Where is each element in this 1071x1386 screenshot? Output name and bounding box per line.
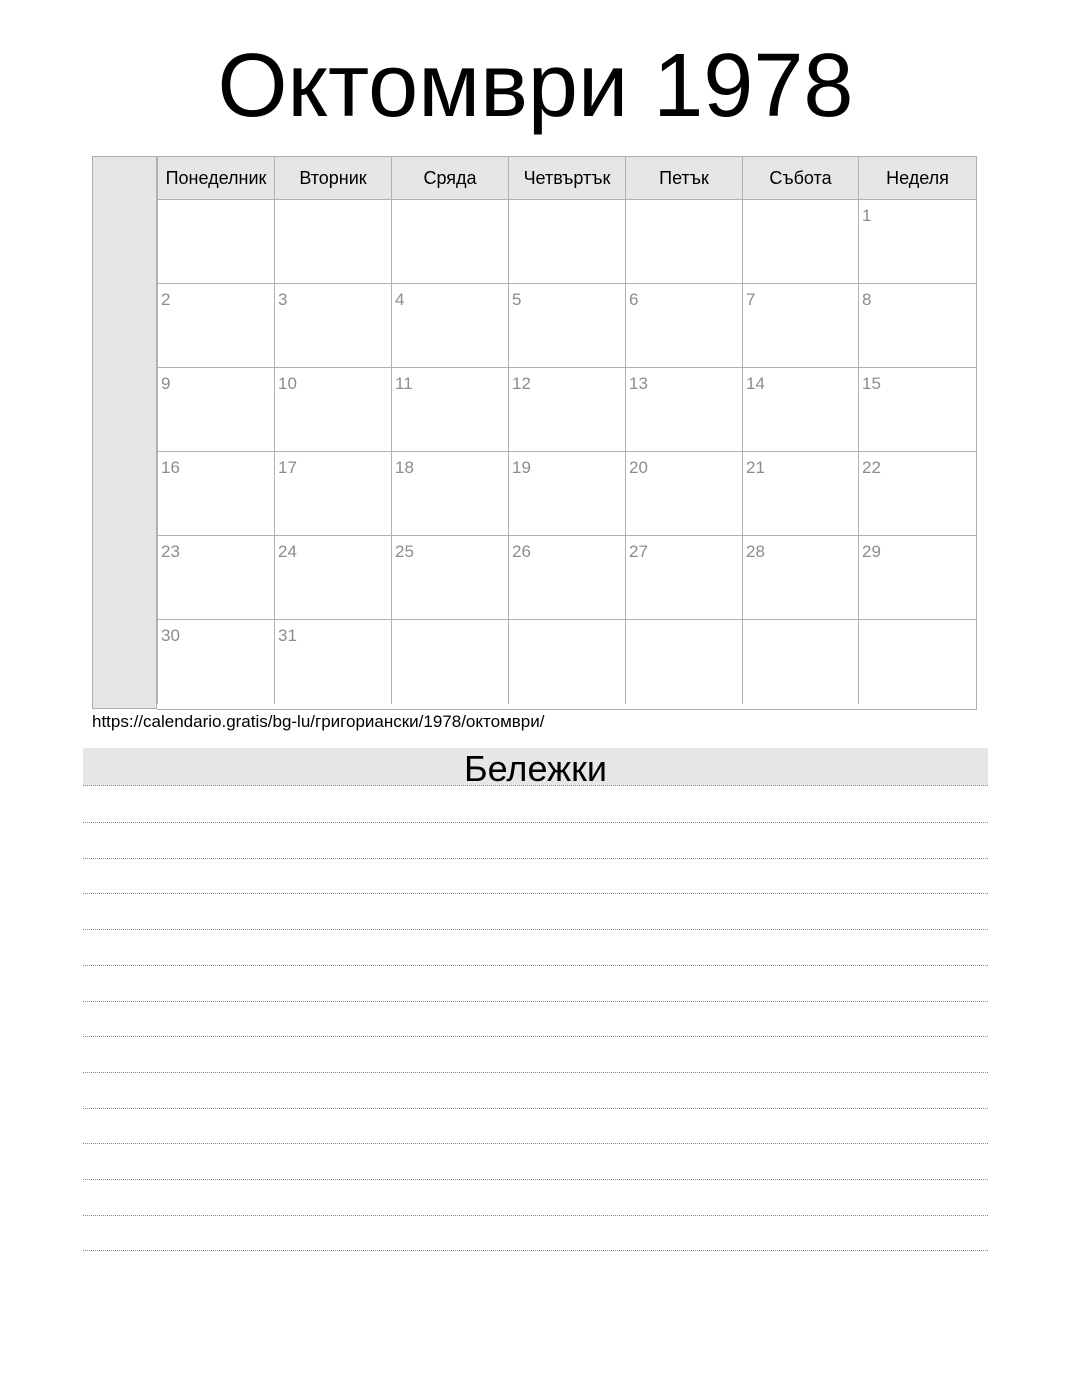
day-cell [274,536,391,620]
day-cell [625,284,742,368]
day-cell [157,452,274,536]
day-cell [625,536,742,620]
day-number: 6 [629,290,639,309]
day-number: 3 [278,290,288,309]
empty-day-cell [391,200,508,284]
weekday-header: Понеделник [157,157,274,200]
empty-day-cell [625,200,742,284]
empty-day-cell [508,200,625,284]
day-number: 7 [746,290,756,309]
day-number: 30 [161,626,180,645]
day-number: 27 [629,542,648,561]
note-line [83,1143,988,1144]
source-url[interactable]: https://calendario.gratis/bg-lu/григориански/1978/октомври/ [92,712,545,731]
day-number: 23 [161,542,180,561]
empty-day-cell [625,620,742,704]
empty-day-cell [274,200,391,284]
note-line [83,1179,988,1180]
weekday-header: Събота [742,157,858,200]
day-cell [508,536,625,620]
week-number-column [92,156,157,709]
day-number: 19 [512,458,531,477]
day-number: 11 [395,374,413,393]
day-cell [508,284,625,368]
day-cell [274,620,391,704]
empty-day-cell [742,620,858,704]
day-cell [742,368,858,452]
note-line [83,1215,988,1216]
day-number: 16 [161,458,180,477]
day-cell [274,284,391,368]
day-number: 26 [512,542,531,561]
day-cell [625,368,742,452]
day-cell [274,368,391,452]
month-calendar [92,156,977,710]
day-number: 18 [395,458,414,477]
note-line [83,858,988,859]
day-cell [508,452,625,536]
note-line [83,1250,988,1251]
day-cell [625,452,742,536]
note-line [83,893,988,894]
note-line [83,929,988,930]
day-cell [742,452,858,536]
notes-title: Бележки [83,748,988,786]
day-number: 17 [278,458,297,477]
weekday-header: Вторник [274,157,391,200]
day-number: 29 [862,542,881,561]
day-number: 20 [629,458,648,477]
day-number: 24 [278,542,297,561]
note-line [83,1072,988,1073]
day-cell [858,284,976,368]
day-cell [391,452,508,536]
day-number: 13 [629,374,648,393]
day-number: 22 [862,458,881,477]
empty-day-cell [157,200,274,284]
note-line [83,1001,988,1002]
day-cell [157,536,274,620]
empty-day-cell [858,620,976,704]
day-cell [858,368,976,452]
day-cell [274,452,391,536]
day-cell [858,452,976,536]
day-cell [157,368,274,452]
note-line [83,1108,988,1109]
day-cell [508,368,625,452]
weekday-header: Петък [625,157,742,200]
day-cell [742,284,858,368]
weekday-header: Четвъртък [508,157,625,200]
day-cell [391,536,508,620]
day-number: 25 [395,542,414,561]
day-number: 14 [746,374,765,393]
day-number: 8 [862,290,872,309]
weekday-header: Сряда [391,157,508,200]
calendar-grid [157,156,977,710]
day-number: 4 [395,290,405,309]
day-number: 9 [161,374,171,393]
day-cell [742,536,858,620]
day-cell [391,284,508,368]
page-title: Октомври 1978 [217,36,854,136]
day-cell [391,368,508,452]
day-number: 21 [746,458,765,477]
day-number: 12 [512,374,531,393]
note-line [83,965,988,966]
note-line [83,1036,988,1037]
empty-day-cell [742,200,858,284]
weekday-header: Неделя [858,157,976,200]
empty-day-cell [391,620,508,704]
day-number: 15 [862,374,881,393]
day-number: 5 [512,290,522,309]
day-cell [157,620,274,704]
day-cell [157,284,274,368]
day-number: 28 [746,542,765,561]
note-line [83,822,988,823]
day-number: 31 [278,626,297,645]
day-number: 1 [862,206,872,225]
empty-day-cell [508,620,625,704]
day-number: 2 [161,290,171,309]
day-cell [858,536,976,620]
day-cell [858,200,976,284]
day-number: 10 [278,374,297,393]
